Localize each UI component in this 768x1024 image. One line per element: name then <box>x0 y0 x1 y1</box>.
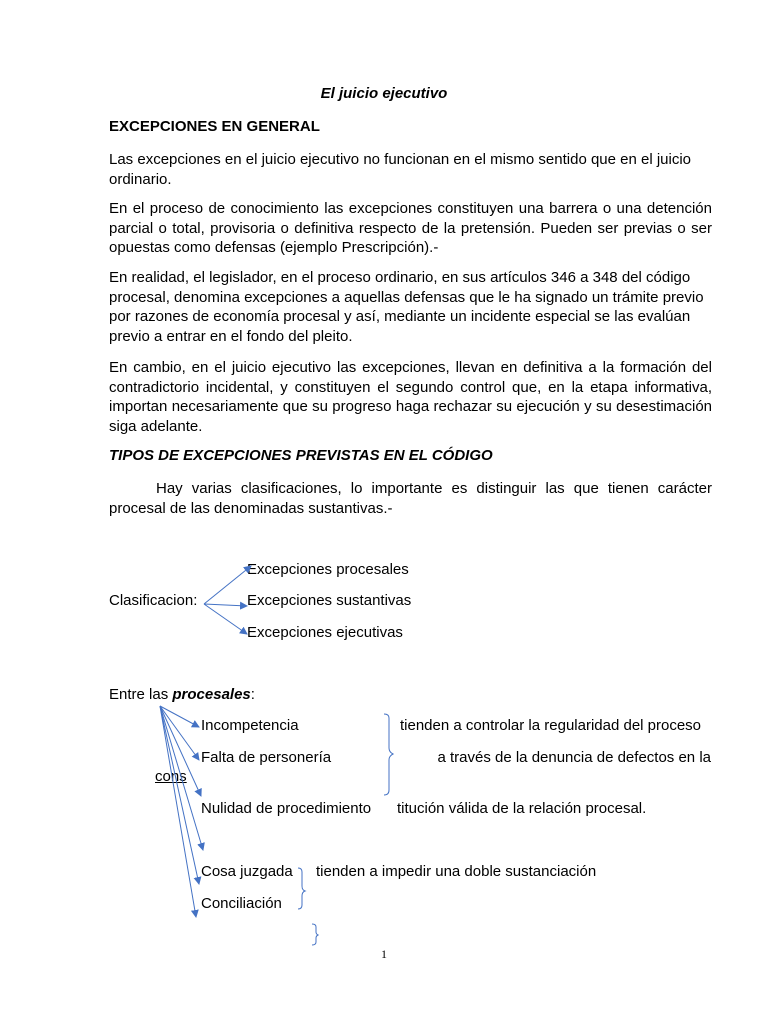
classification-item-sustantivas: Excepciones sustantivas <box>247 592 412 609</box>
classification-item-procesales: Excepciones procesales <box>247 561 409 578</box>
procesal-item-personeria: Falta de personería <box>201 749 332 766</box>
note-line-2: a través de la denuncia de defectos en la <box>437 749 711 766</box>
note-group-2: tienden a impedir una doble sustanciación <box>316 863 597 880</box>
paragraph-1: Las excepciones en el juicio ejecutivo no funcionan en el mismo sentido que en el juicio ordinario. <box>109 151 692 188</box>
procesal-item-cosa-juzgada: Cosa juzgada <box>201 863 293 880</box>
arrow-to-nulidad <box>160 706 201 796</box>
intro-paragraph: Hay varias clasificaciones, lo importante es distinguir las que tienen carácter procesal de las denominadas sustantivas.- <box>109 480 712 517</box>
bracket-1 <box>384 714 393 795</box>
note-line-1: tienden a controlar la regularidad del proceso <box>400 717 702 734</box>
arrow-to-procesales <box>204 566 251 604</box>
document-title: El juicio ejecutivo <box>320 85 448 102</box>
note-line-3: titución válida de la relación procesal. <box>397 800 647 817</box>
classification-item-ejecutivas: Excepciones ejecutivas <box>247 624 403 641</box>
paragraph-3: En realidad, el legislador, en el proceso ordinario, en sus artículos 346 a 348 del código procesal, denomina excepciones a aquellas defensas que le ha signado un trámite previo por razones de economía procesal y así, mediante un incidente especial se las evalúan previo a entrar en el fondo del pleito. <box>109 269 704 345</box>
arrow-to-conciliacion <box>160 706 196 917</box>
procesal-item-nulidad: Nulidad de procedimiento <box>201 800 372 817</box>
arrow-to-ejecutivas <box>204 604 247 634</box>
note-cons: cons <box>155 768 187 785</box>
arrow-to-item-4 <box>160 706 203 850</box>
paragraph-2: En el proceso de conocimiento las excepciones constituyen una barrera o una detención parcial o total, provisoria o definitiva respecto de la pretensión. Pueden ser previas o ser opuestas como defensas (ejemplo Prescripción).- <box>109 200 712 256</box>
classification-label: Clasificacion: <box>109 592 198 609</box>
section-heading-excepciones: EXCEPCIONES EN GENERAL <box>109 118 320 135</box>
arrow-to-sustantivas <box>204 604 247 606</box>
procesal-item-conciliacion: Conciliación <box>201 895 282 912</box>
bracket-2 <box>298 868 305 909</box>
procesales-emphasis: procesales <box>172 686 251 703</box>
paragraph-4: En cambio, en el juicio ejecutivo las excepciones, llevan en definitiva a la formación del contradictorio incidental, y constituyen el segundo control que, en la etapa informativa, importan necesariamente que su progreso haga rechazar su ejecución y su desestimación siga adelante. <box>109 359 712 435</box>
page-number: 1 <box>381 947 387 961</box>
section-heading-tipos: TIPOS DE EXCEPCIONES PREVISTAS EN EL CÓDIGO <box>109 447 493 464</box>
procesales-intro: Entre las procesales: <box>109 686 255 703</box>
bracket-3 <box>312 924 318 945</box>
procesal-item-incompetencia: Incompetencia <box>201 717 299 734</box>
